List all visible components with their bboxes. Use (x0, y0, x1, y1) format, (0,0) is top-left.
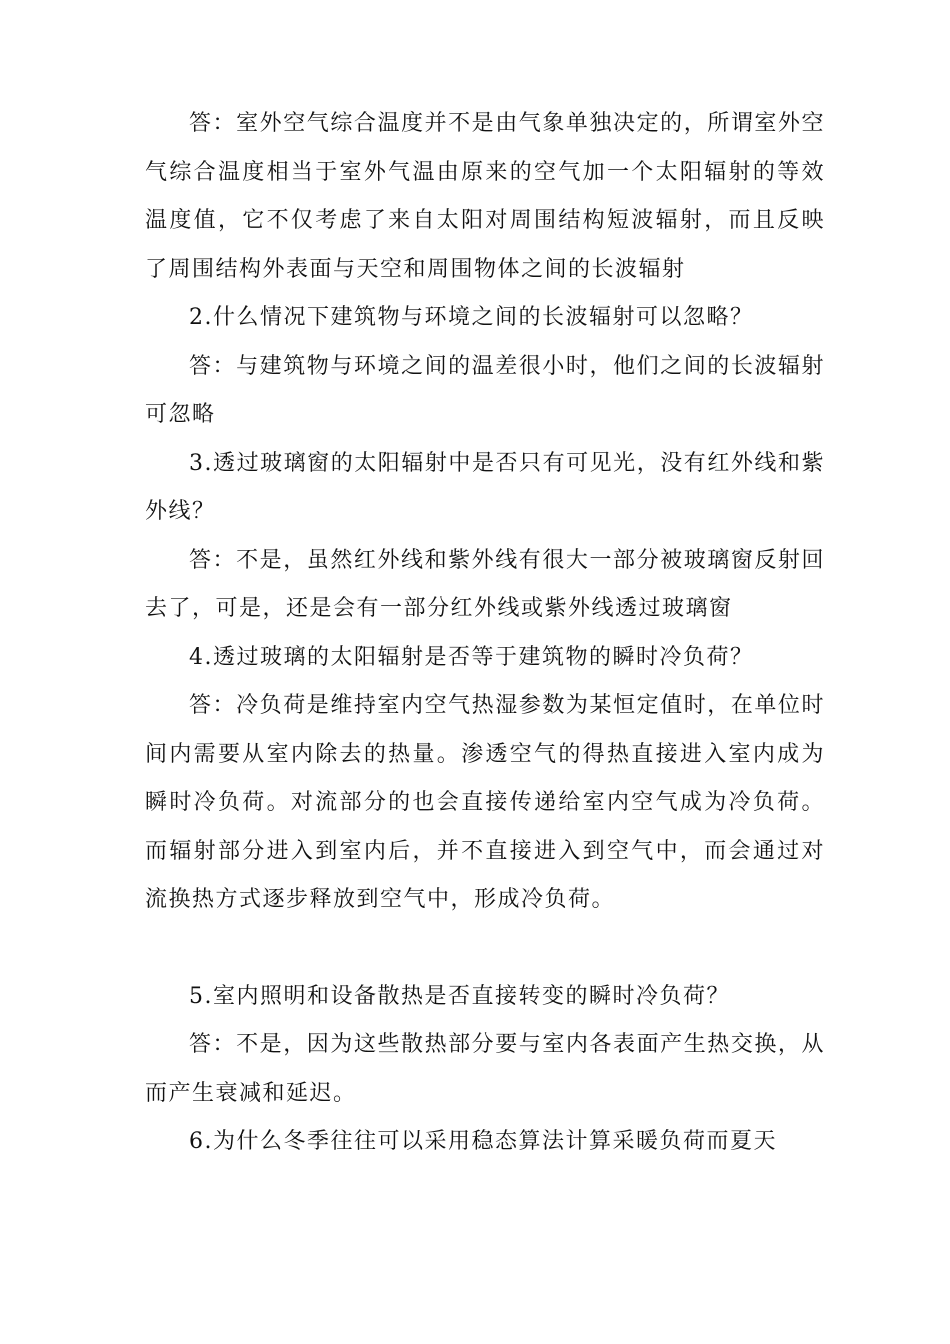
answer-paragraph-4: 答：冷负荷是维持室内空气热湿参数为某恒定值时，在单位时间内需要从室内除去的热量。渗透空气的得热直接进入室内成为瞬时冷负荷。对流部分的也会直接传递给室内空气成为冷负荷。而辐射部分进入到室内后，并不直接进入到空气中，而会通过对流换热方式逐步释放到空气中，形成冷负荷。 (145, 693, 825, 912)
answer-paragraph-5: 答：不是，因为这些散热部分要与室内各表面产生热交换，从而产生衰减和延迟。 (145, 1032, 825, 1106)
answer-paragraph-1: 答：室外空气综合温度并不是由气象单独决定的，所谓室外空气综合温度相当于室外气温由原来的空气加一个太阳辐射的等效温度值，它不仅考虑了来自太阳对周围结构短波辐射，而且反映了周围结构外表面与天空和周围物体之间的长波辐射 (145, 111, 825, 282)
answer-paragraph-2: 答：与建筑物与环境之间的温差很小时，他们之间的长波辐射可忽略 (145, 353, 825, 427)
question-4: 4.透过玻璃的太阳辐射是否等于建筑物的瞬时冷负荷？ (189, 644, 754, 670)
question-3: 3.透过玻璃窗的太阳辐射中是否只有可见光，没有红外线和紫外线？ (145, 450, 825, 524)
question-5: 5.室内照明和设备散热是否直接转变的瞬时冷负荷？ (189, 983, 730, 1009)
question-2: 2.什么情况下建筑物与环境之间的长波辐射可以忽略？ (189, 305, 754, 330)
question-6: 6.为什么冬季往往可以采用稳态算法计算采暖负荷而夏天 (189, 1129, 777, 1154)
answer-paragraph-3: 答：不是，虽然红外线和紫外线有很大一部分被玻璃窗反射回去了，可是，还是会有一部分红外线或紫外线透过玻璃窗 (145, 547, 825, 621)
paragraph-gap (145, 925, 825, 973)
document-body (145, 100, 825, 1167)
